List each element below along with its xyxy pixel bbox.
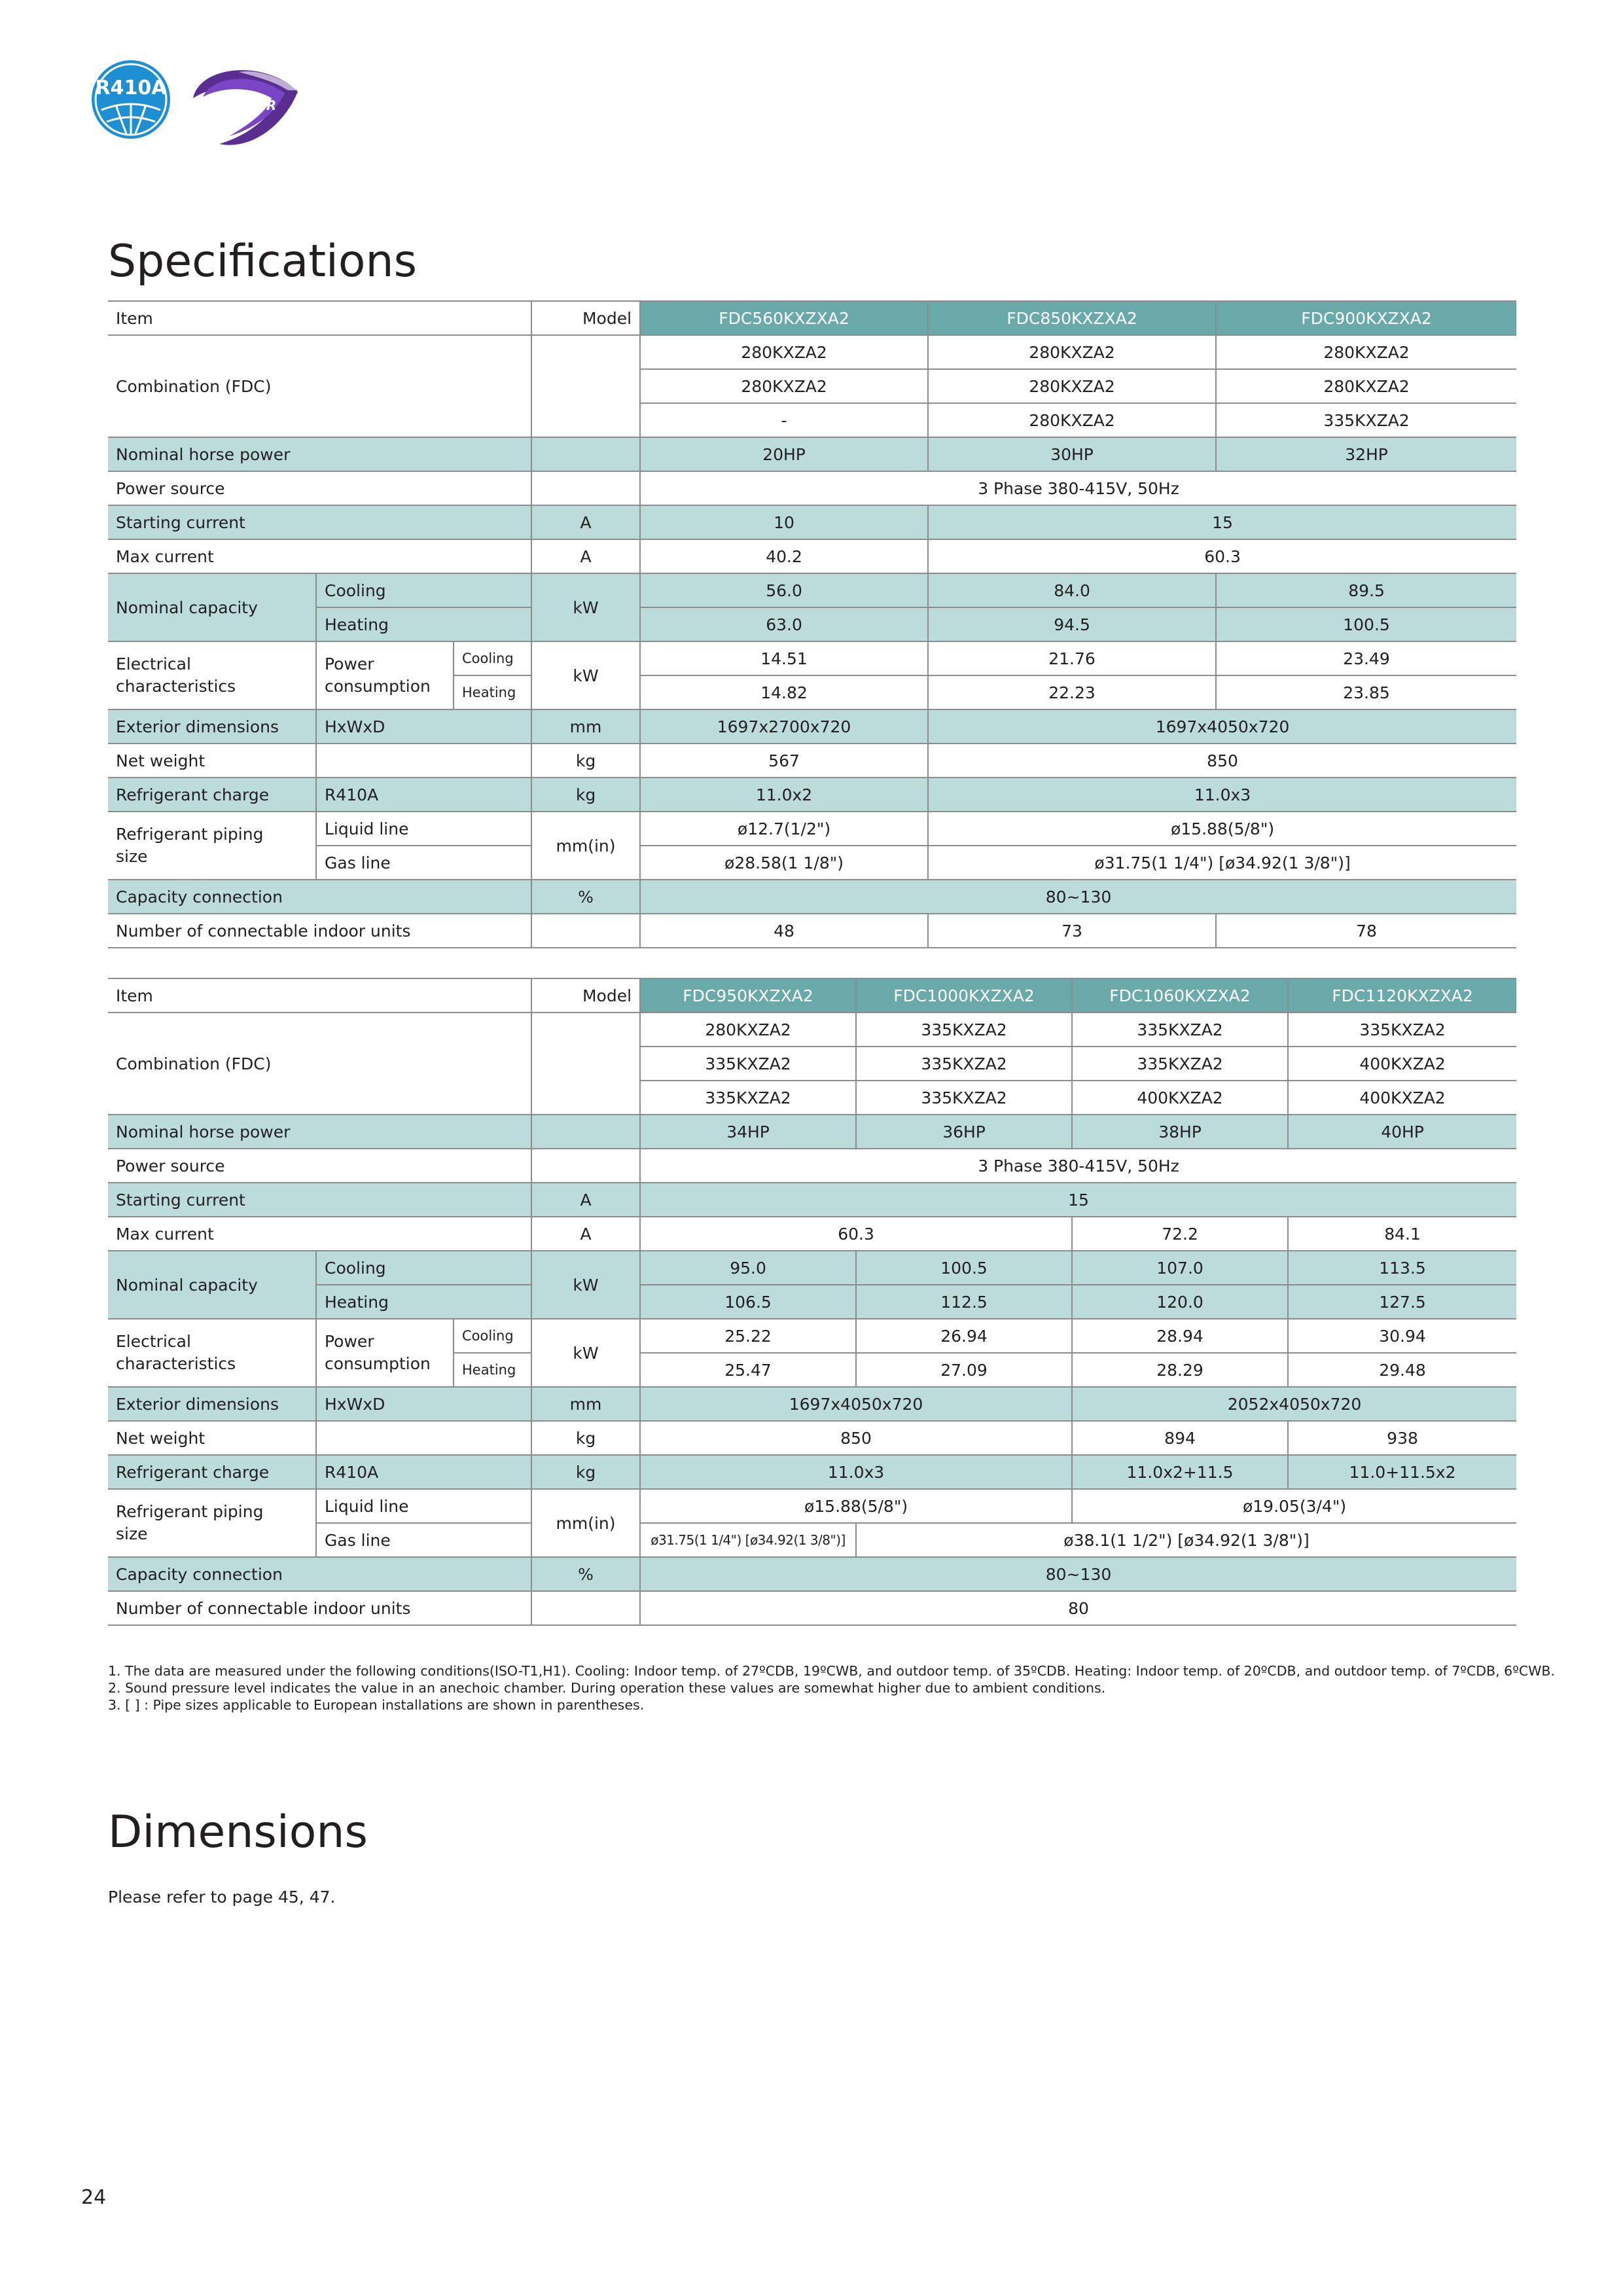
refrigerant-charge-value: 11.0x3 [928, 778, 1516, 812]
indoor-units-label: Number of connectable indoor units [108, 914, 531, 948]
net-weight-value: 850 [640, 1421, 1072, 1455]
nominal-hp-label: Nominal horse power [108, 437, 531, 471]
electrical-cooling: 14.51 [640, 641, 928, 675]
piping-label: Refrigerant piping size [108, 1489, 316, 1557]
nominal-capacity-heating: 120.0 [1072, 1285, 1288, 1319]
combination-cell: 280KXZA2 [928, 335, 1216, 369]
dimensions-reference-text: Please refer to page 45, 47. [108, 1888, 336, 1907]
capacity-connection-label: Capacity connection [108, 1557, 531, 1591]
page-number: 24 [81, 2186, 107, 2209]
max-current-value: 40.2 [640, 539, 928, 573]
combination-cell: 335KXZA2 [1216, 403, 1516, 437]
combination-unit [531, 1013, 640, 1115]
electrical-cooling: 28.94 [1072, 1319, 1288, 1353]
refrigerant-charge-value: 11.0x2+11.5 [1072, 1455, 1288, 1489]
indoor-units-value: 80 [640, 1591, 1516, 1625]
nominal-hp-value: 38HP [1072, 1115, 1288, 1149]
nominal-hp-value: 40HP [1288, 1115, 1516, 1149]
nominal-capacity-heating: 63.0 [640, 607, 928, 641]
gas-line-value: ø31.75(1 1/4") [ø34.92(1 3/8")] [640, 1523, 856, 1557]
nominal-capacity-cooling: 107.0 [1072, 1251, 1288, 1285]
max-current-value: 72.2 [1072, 1217, 1288, 1251]
inverter-logo-text: INVERTER [204, 98, 277, 113]
model-header: FDC1120KXZXA2 [1288, 978, 1516, 1013]
nominal-capacity-cooling: 95.0 [640, 1251, 856, 1285]
max-current-label: Max current [108, 539, 531, 573]
model-header: FDC950KXZXA2 [640, 978, 856, 1013]
nominal-capacity-heating: 127.5 [1288, 1285, 1516, 1319]
nominal-capacity-cooling: 56.0 [640, 573, 928, 607]
combination-cell: - [640, 403, 928, 437]
net-weight-value: 567 [640, 744, 928, 778]
combination-cell: 280KXZA2 [640, 369, 928, 403]
gas-line-label: Gas line [316, 846, 531, 880]
indoor-units-value: 48 [640, 914, 928, 948]
starting-current-unit: A [531, 1183, 640, 1217]
header-item: Item [108, 978, 531, 1013]
power-consumption-label: Power consumption [316, 1319, 454, 1387]
refrigerant-charge-value: 11.0x2 [640, 778, 928, 812]
exterior-unit: mm [531, 1387, 640, 1421]
nominal-hp-value: 20HP [640, 437, 928, 471]
refrigerant-charge-sub: R410A [316, 1455, 531, 1489]
capacity-connection-unit: % [531, 1557, 640, 1591]
liquid-line-value: ø15.88(5/8") [928, 812, 1516, 846]
max-current-value: 60.3 [928, 539, 1516, 573]
nominal-hp-unit [531, 1115, 640, 1149]
combination-cell: 335KXZA2 [856, 1081, 1072, 1115]
nominal-capacity-cooling-label: Cooling [316, 573, 531, 607]
exterior-value: 1697x4050x720 [640, 1387, 1072, 1421]
combination-cell: 280KXZA2 [928, 369, 1216, 403]
exterior-value: 1697x2700x720 [640, 709, 928, 744]
net-weight-label: Net weight [108, 1421, 316, 1455]
model-header: FDC1060KXZXA2 [1072, 978, 1288, 1013]
nominal-hp-value: 32HP [1216, 437, 1516, 471]
piping-unit: mm(in) [531, 812, 640, 880]
exterior-label: Exterior dimensions [108, 1387, 316, 1421]
combination-cell: 280KXZA2 [928, 403, 1216, 437]
electrical-cooling: 26.94 [856, 1319, 1072, 1353]
power-source-value: 3 Phase 380-415V, 50Hz [640, 1149, 1516, 1183]
electrical-heating: 28.29 [1072, 1353, 1288, 1387]
nominal-capacity-label: Nominal capacity [108, 1251, 316, 1319]
indoor-units-value: 78 [1216, 914, 1516, 948]
combination-cell: 335KXZA2 [1072, 1013, 1288, 1047]
piping-label: Refrigerant piping size [108, 812, 316, 880]
model-header: FDC1000KXZXA2 [856, 978, 1072, 1013]
liquid-line-value: ø19.05(3/4") [1072, 1489, 1516, 1523]
power-source-value: 3 Phase 380-415V, 50Hz [640, 471, 1516, 505]
refrigerant-charge-value: 11.0x3 [640, 1455, 1072, 1489]
nominal-capacity-heating-label: Heating [316, 607, 531, 641]
power-source-label: Power source [108, 1149, 531, 1183]
electrical-cooling: 21.76 [928, 641, 1216, 675]
electrical-unit: kW [531, 1319, 640, 1387]
combination-cell: 280KXZA2 [1216, 369, 1516, 403]
spec-table-1 [108, 300, 1516, 948]
exterior-label: Exterior dimensions [108, 709, 316, 744]
capacity-connection-label: Capacity connection [108, 880, 531, 914]
electrical-cooling-label: Cooling [454, 641, 531, 675]
max-current-unit: A [531, 1217, 640, 1251]
nominal-capacity-cooling: 100.5 [856, 1251, 1072, 1285]
liquid-line-label: Liquid line [316, 1489, 531, 1523]
footnote: 2. Sound pressure level indicates the value in an anechoic chamber. During operation these values are somewhat higher due to ambient conditions. [108, 1680, 1106, 1696]
nominal-capacity-cooling: 113.5 [1288, 1251, 1516, 1285]
nominal-capacity-heating: 112.5 [856, 1285, 1072, 1319]
nominal-capacity-heating: 94.5 [928, 607, 1216, 641]
starting-current-unit: A [531, 505, 640, 539]
footnotes [108, 1662, 1556, 1713]
starting-current-value: 10 [640, 505, 928, 539]
combination-cell: 335KXZA2 [640, 1081, 856, 1115]
model-header: FDC850KXZXA2 [928, 301, 1216, 335]
header-model: Model [531, 978, 640, 1013]
nominal-hp-value: 30HP [928, 437, 1216, 471]
specifications-title: Specifications [108, 236, 418, 287]
starting-current-label: Starting current [108, 1183, 531, 1217]
combination-cell: 280KXZA2 [1216, 335, 1516, 369]
combination-cell: 400KXZA2 [1072, 1081, 1288, 1115]
exterior-sub: HxWxD [316, 709, 531, 744]
power-source-label: Power source [108, 471, 531, 505]
combination-cell: 335KXZA2 [856, 1047, 1072, 1081]
exterior-value: 1697x4050x720 [928, 709, 1516, 744]
net-weight-unit: kg [531, 1421, 640, 1455]
net-weight-sub [316, 1421, 531, 1455]
inverter-logo [193, 70, 298, 145]
power-source-unit [531, 471, 640, 505]
electrical-cooling: 25.22 [640, 1319, 856, 1353]
nominal-capacity-cooling-label: Cooling [316, 1251, 531, 1285]
electrical-heating: 29.48 [1288, 1353, 1516, 1387]
electrical-heating-label: Heating [454, 1353, 531, 1387]
header-model: Model [531, 301, 640, 335]
net-weight-sub [316, 744, 531, 778]
electrical-heating: 22.23 [928, 675, 1216, 709]
refrigerant-charge-label: Refrigerant charge [108, 778, 316, 812]
refrigerant-charge-unit: kg [531, 1455, 640, 1489]
dimensions-title: Dimensions [108, 1806, 368, 1858]
footnote: 1. The data are measured under the following conditions(ISO-T1,H1). Cooling: Indoor temp. of 27ºCDB, 19ºCWB, and outdoor temp. of 35ºCDB. Heating: Indoor temp. of 20ºCDB, and outdoor temp. of 7ºCDB, 6ºCWB. [108, 1663, 1556, 1679]
combination-cell: 280KXZA2 [640, 335, 928, 369]
model-header: FDC560KXZXA2 [640, 301, 928, 335]
gas-line-value: ø28.58(1 1/8") [640, 846, 928, 880]
max-current-value: 60.3 [640, 1217, 1072, 1251]
electrical-label: Electrical characteristics [108, 641, 316, 709]
starting-current-label: Starting current [108, 505, 531, 539]
starting-current-value: 15 [640, 1183, 1516, 1217]
gas-line-label: Gas line [316, 1523, 531, 1557]
liquid-line-value: ø15.88(5/8") [640, 1489, 1072, 1523]
combination-cell: 335KXZA2 [856, 1013, 1072, 1047]
max-current-unit: A [531, 539, 640, 573]
exterior-sub: HxWxD [316, 1387, 531, 1421]
combination-unit [531, 335, 640, 437]
nominal-hp-value: 34HP [640, 1115, 856, 1149]
model-header: FDC900KXZXA2 [1216, 301, 1516, 335]
gas-line-value: ø38.1(1 1/2") [ø34.92(1 3/8")] [856, 1523, 1516, 1557]
header-item: Item [108, 301, 531, 335]
net-weight-value: 850 [928, 744, 1516, 778]
indoor-units-value: 73 [928, 914, 1216, 948]
piping-unit: mm(in) [531, 1489, 640, 1557]
nominal-hp-unit [531, 437, 640, 471]
electrical-cooling: 30.94 [1288, 1319, 1516, 1353]
electrical-label: Electrical characteristics [108, 1319, 316, 1387]
combination-label: Combination (FDC) [108, 1013, 531, 1115]
electrical-unit: kW [531, 641, 640, 709]
power-consumption-label: Power consumption [316, 641, 454, 709]
r410a-logo [92, 60, 170, 139]
net-weight-label: Net weight [108, 744, 316, 778]
nominal-hp-label: Nominal horse power [108, 1115, 531, 1149]
nominal-capacity-heating: 100.5 [1216, 607, 1516, 641]
combination-cell: 400KXZA2 [1288, 1047, 1516, 1081]
max-current-value: 84.1 [1288, 1217, 1516, 1251]
indoor-units-unit [531, 914, 640, 948]
combination-cell: 335KXZA2 [640, 1047, 856, 1081]
logo-group [88, 52, 311, 151]
capacity-connection-unit: % [531, 880, 640, 914]
nominal-capacity-unit: kW [531, 573, 640, 641]
refrigerant-charge-unit: kg [531, 778, 640, 812]
net-weight-value: 894 [1072, 1421, 1288, 1455]
electrical-heating: 25.47 [640, 1353, 856, 1387]
electrical-heating: 23.85 [1216, 675, 1516, 709]
electrical-heating-label: Heating [454, 675, 531, 709]
electrical-cooling: 23.49 [1216, 641, 1516, 675]
electrical-cooling-label: Cooling [454, 1319, 531, 1353]
capacity-connection-value: 80~130 [640, 880, 1516, 914]
max-current-label: Max current [108, 1217, 531, 1251]
combination-cell: 400KXZA2 [1288, 1081, 1516, 1115]
exterior-unit: mm [531, 709, 640, 744]
refrigerant-charge-sub: R410A [316, 778, 531, 812]
nominal-capacity-unit: kW [531, 1251, 640, 1319]
starting-current-value: 15 [928, 505, 1516, 539]
nominal-capacity-heating-label: Heating [316, 1285, 531, 1319]
power-source-unit [531, 1149, 640, 1183]
net-weight-value: 938 [1288, 1421, 1516, 1455]
combination-cell: 335KXZA2 [1288, 1013, 1516, 1047]
nominal-capacity-cooling: 84.0 [928, 573, 1216, 607]
combination-label: Combination (FDC) [108, 335, 531, 437]
capacity-connection-value: 80~130 [640, 1557, 1516, 1591]
indoor-units-unit [531, 1591, 640, 1625]
exterior-value: 2052x4050x720 [1072, 1387, 1516, 1421]
nominal-capacity-label: Nominal capacity [108, 573, 316, 641]
refrigerant-charge-value: 11.0+11.5x2 [1288, 1455, 1516, 1489]
footnote: 3. [ ] : Pipe sizes applicable to European installations are shown in parentheses. [108, 1697, 645, 1713]
combination-cell: 335KXZA2 [1072, 1047, 1288, 1081]
electrical-heating: 14.82 [640, 675, 928, 709]
electrical-heating: 27.09 [856, 1353, 1072, 1387]
refrigerant-charge-label: Refrigerant charge [108, 1455, 316, 1489]
liquid-line-value: ø12.7(1/2") [640, 812, 928, 846]
nominal-hp-value: 36HP [856, 1115, 1072, 1149]
spec-table-2 [108, 978, 1516, 1626]
nominal-capacity-cooling: 89.5 [1216, 573, 1516, 607]
liquid-line-label: Liquid line [316, 812, 531, 846]
indoor-units-label: Number of connectable indoor units [108, 1591, 531, 1625]
net-weight-unit: kg [531, 744, 640, 778]
nominal-capacity-heating: 106.5 [640, 1285, 856, 1319]
gas-line-value: ø31.75(1 1/4") [ø34.92(1 3/8")] [928, 846, 1516, 880]
r410a-logo-text: R410A [95, 77, 167, 99]
combination-cell: 280KXZA2 [640, 1013, 856, 1047]
